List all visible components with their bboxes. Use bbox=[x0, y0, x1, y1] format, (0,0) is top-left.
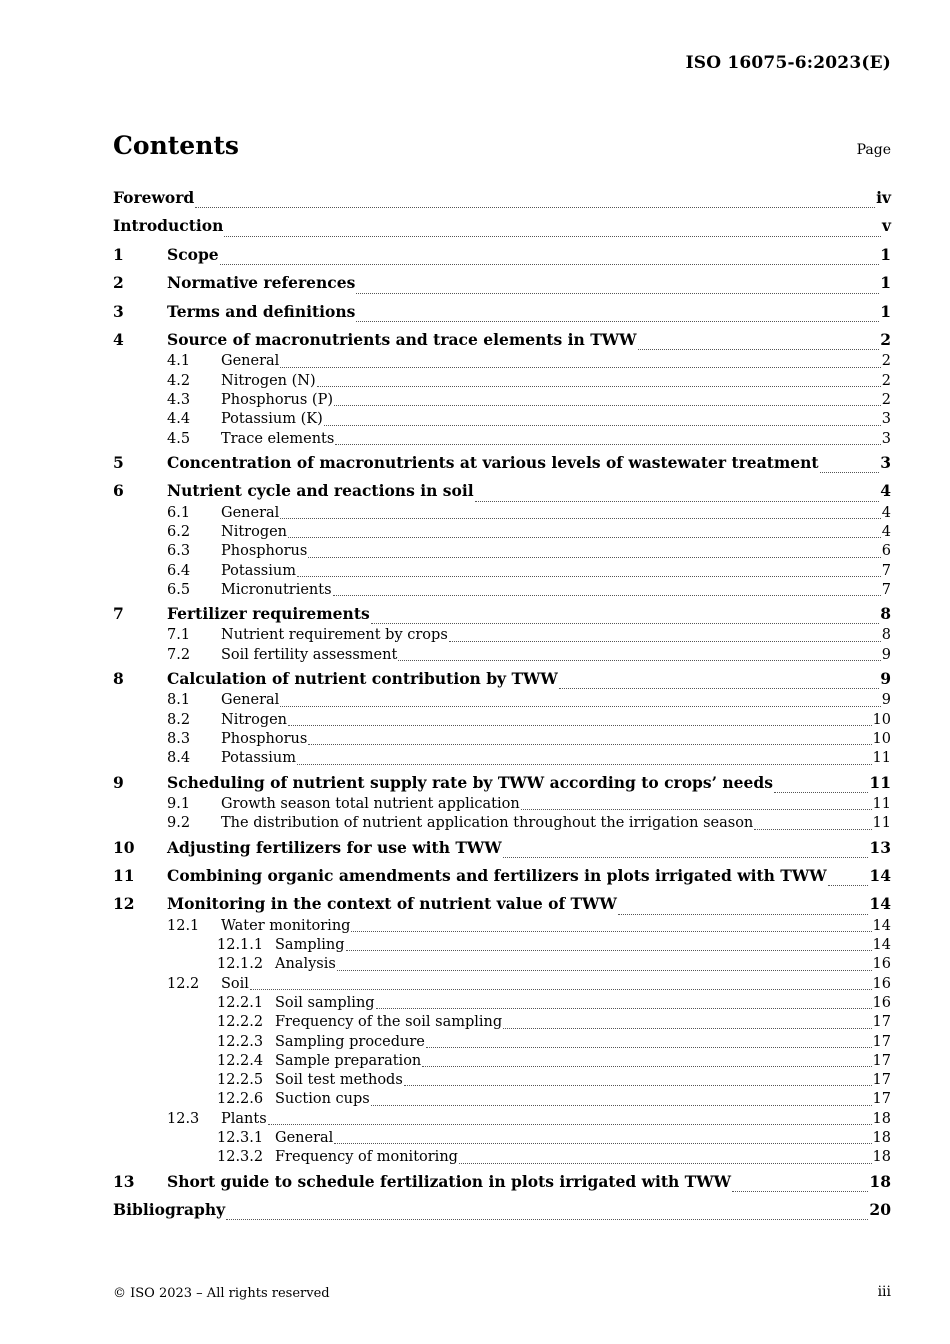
toc-entry-page: 11 bbox=[872, 815, 891, 832]
dot-leader bbox=[226, 1219, 868, 1220]
toc-entry-title: Soil test methods bbox=[275, 1072, 403, 1089]
toc-entry-number: 7 bbox=[113, 604, 124, 624]
toc-entry-title: Sample preparation bbox=[275, 1052, 422, 1069]
toc-entry-page: 18 bbox=[872, 1149, 891, 1166]
toc-entry[interactable] bbox=[113, 184, 891, 212]
toc-entry[interactable] bbox=[113, 212, 891, 240]
dot-leader bbox=[317, 386, 881, 387]
toc-entry-page: 18 bbox=[869, 1171, 891, 1191]
toc-entry-page: 16 bbox=[872, 995, 891, 1011]
toc-entry-title: Soil bbox=[221, 975, 249, 992]
toc-entry-number: 4.2 bbox=[167, 372, 191, 389]
toc-entry-number: 11 bbox=[113, 866, 135, 886]
toc-entry-title: Nitrogen bbox=[221, 523, 288, 540]
toc-entry-page: 11 bbox=[872, 796, 891, 813]
toc-entry-page: 17 bbox=[872, 1072, 891, 1089]
toc-entry[interactable] bbox=[113, 834, 891, 862]
toc-entry[interactable] bbox=[113, 917, 891, 936]
toc-entry-page: 3 bbox=[880, 452, 891, 472]
dot-leader bbox=[376, 1008, 872, 1009]
dot-leader bbox=[334, 405, 881, 406]
page-column-label: Page bbox=[856, 142, 891, 158]
toc-entry-number: 8.4 bbox=[167, 750, 191, 767]
dot-leader bbox=[503, 857, 869, 858]
toc-entry-title: Adjusting fertilizers for use with TWW bbox=[167, 837, 502, 857]
toc-entry-title: Water monitoring bbox=[221, 917, 351, 934]
dot-leader bbox=[618, 914, 869, 915]
toc-entry-page: 9 bbox=[880, 669, 891, 689]
toc-entry-number: 4.3 bbox=[167, 391, 191, 408]
toc-entry[interactable] bbox=[113, 1148, 891, 1167]
toc-entry-page: 16 bbox=[872, 956, 891, 973]
toc-entry[interactable] bbox=[113, 504, 891, 523]
toc-entry[interactable] bbox=[113, 326, 891, 354]
dot-leader bbox=[828, 885, 869, 886]
toc-entry-number: 12.3 bbox=[167, 1110, 200, 1127]
dot-leader bbox=[426, 1047, 872, 1048]
toc-entry-number: 8.2 bbox=[167, 711, 191, 728]
toc-entry[interactable] bbox=[113, 936, 891, 955]
toc-entry-title: Plants bbox=[221, 1110, 267, 1127]
toc-entry-page: 18 bbox=[872, 1130, 891, 1147]
toc-entry-number: 12.2.3 bbox=[217, 1033, 264, 1050]
toc-entry-page: 1 bbox=[880, 301, 891, 321]
dot-leader bbox=[308, 744, 871, 745]
dot-leader bbox=[404, 1085, 872, 1086]
toc-entry-number: 6.1 bbox=[167, 504, 191, 521]
toc-entry-title: Scheduling of nutrient supply rate by TWW according to crops’ needs bbox=[167, 772, 773, 792]
toc-entry-title: Trace elements bbox=[221, 430, 335, 447]
toc-entry-title: Foreword bbox=[113, 188, 195, 207]
toc-entry-number: 13 bbox=[113, 1171, 135, 1191]
dot-leader bbox=[324, 425, 881, 426]
toc-entry[interactable] bbox=[113, 391, 891, 410]
toc-entry-page: 3 bbox=[881, 430, 891, 447]
toc-entry-title: General bbox=[221, 692, 280, 709]
dot-leader bbox=[346, 950, 872, 951]
toc-entry[interactable] bbox=[113, 1110, 891, 1129]
toc-entry[interactable] bbox=[113, 626, 891, 645]
dot-leader bbox=[280, 706, 880, 707]
toc-entry[interactable] bbox=[113, 795, 891, 814]
dot-leader bbox=[371, 1105, 872, 1106]
dot-leader bbox=[422, 1066, 871, 1067]
toc-entry[interactable] bbox=[113, 1013, 891, 1032]
dot-leader bbox=[268, 1124, 872, 1125]
toc-entry-number: 12.2.1 bbox=[217, 995, 264, 1011]
dot-leader bbox=[475, 501, 880, 502]
toc-entry[interactable] bbox=[113, 372, 891, 391]
toc-entry-title: Soil sampling bbox=[275, 995, 375, 1011]
toc-entry-title: Potassium (K) bbox=[221, 411, 323, 428]
dot-leader bbox=[335, 444, 880, 445]
toc-entry-page: 17 bbox=[872, 1033, 891, 1050]
toc-entry-title: Fertilizer requirements bbox=[167, 604, 370, 624]
toc-entry[interactable] bbox=[113, 730, 891, 749]
toc-entry[interactable] bbox=[113, 298, 891, 326]
toc-entry[interactable] bbox=[113, 691, 891, 710]
toc-entry-page: 3 bbox=[881, 411, 891, 428]
copyright-notice: © ISO 2023 – All rights reserved bbox=[113, 1286, 330, 1301]
toc-entry-number: 6 bbox=[113, 481, 124, 501]
toc-entry-number: 12.1.2 bbox=[217, 956, 264, 973]
toc-entry-title: Scope bbox=[167, 244, 219, 264]
toc-entry-page: 7 bbox=[881, 581, 891, 598]
dot-leader bbox=[521, 809, 872, 810]
toc-entry-title: Frequency of the soil sampling bbox=[275, 1014, 503, 1031]
toc-entry-number: 12.2 bbox=[167, 975, 200, 992]
toc-entry-title: The distribution of nutrient application throughout the irrigation season bbox=[221, 815, 754, 832]
toc-entry[interactable] bbox=[113, 449, 891, 477]
toc-entry-title: Sampling bbox=[275, 937, 345, 954]
toc-entry-page: 2 bbox=[881, 372, 891, 389]
toc-entry-number: 12.3.2 bbox=[217, 1149, 264, 1166]
toc-entry[interactable] bbox=[113, 994, 891, 1013]
toc-entry-number: 9 bbox=[113, 772, 124, 792]
dot-leader bbox=[774, 792, 868, 793]
toc-entry-title: Micronutrients bbox=[221, 581, 332, 598]
dot-leader bbox=[754, 829, 871, 830]
toc-entry-number: 5 bbox=[113, 452, 124, 472]
dot-leader bbox=[459, 1163, 872, 1164]
toc-entry[interactable] bbox=[113, 430, 891, 449]
toc-entry[interactable] bbox=[113, 581, 891, 600]
toc-entry-title: Combining organic amendments and fertilizers in plots irrigated with TWW bbox=[167, 866, 827, 886]
toc-entry-page: 17 bbox=[872, 1014, 891, 1031]
table-of-contents bbox=[113, 184, 891, 1224]
toc-entry-title: Potassium bbox=[221, 562, 296, 579]
toc-entry[interactable] bbox=[113, 955, 891, 974]
toc-entry-page: 8 bbox=[880, 604, 891, 624]
dot-leader bbox=[337, 970, 872, 971]
toc-entry-page: 1 bbox=[880, 273, 891, 293]
toc-entry-number: 9.2 bbox=[167, 815, 191, 832]
page-number: iii bbox=[877, 1284, 891, 1300]
dot-leader bbox=[356, 293, 879, 294]
toc-entry-number: 12 bbox=[113, 894, 135, 914]
toc-entry-title: Introduction bbox=[113, 216, 224, 236]
dot-leader bbox=[297, 764, 872, 765]
dot-leader bbox=[638, 349, 880, 350]
toc-entry-page: 7 bbox=[881, 562, 891, 579]
toc-entry-title: Phosphorus bbox=[221, 543, 308, 560]
dot-leader bbox=[333, 595, 881, 596]
toc-entry-page: 4 bbox=[881, 504, 891, 521]
toc-entry-title: Sampling procedure bbox=[275, 1033, 425, 1050]
toc-entry-title: Analysis bbox=[275, 956, 336, 973]
toc-entry-title: Monitoring in the context of nutrient value of TWW bbox=[167, 894, 617, 914]
toc-entry-page: 14 bbox=[869, 894, 891, 914]
toc-entry-number: 3 bbox=[113, 301, 124, 321]
toc-entry[interactable] bbox=[113, 562, 891, 581]
dot-leader bbox=[224, 236, 881, 237]
toc-entry-number: 12.3.1 bbox=[217, 1130, 264, 1147]
toc-entry[interactable] bbox=[113, 749, 891, 768]
toc-entry-title: General bbox=[221, 504, 280, 521]
toc-entry[interactable] bbox=[113, 523, 891, 542]
toc-entry-title: General bbox=[221, 353, 280, 370]
toc-entry-title: Concentration of macronutrients at various levels of wastewater treatment bbox=[167, 452, 819, 472]
toc-entry-title: Phosphorus bbox=[221, 731, 308, 748]
toc-entry-number: 4 bbox=[113, 329, 124, 349]
toc-entry[interactable] bbox=[113, 1033, 891, 1052]
toc-entry[interactable] bbox=[113, 975, 891, 994]
toc-entry-page: 20 bbox=[869, 1200, 891, 1220]
toc-entry[interactable] bbox=[113, 1168, 891, 1196]
dot-leader bbox=[297, 576, 881, 577]
toc-entry-page: 9 bbox=[881, 692, 891, 709]
toc-entry-page: 10 bbox=[872, 731, 891, 748]
toc-entry-page: 8 bbox=[881, 627, 891, 644]
toc-entry-page: 17 bbox=[872, 1052, 891, 1069]
dot-leader bbox=[280, 518, 880, 519]
toc-entry[interactable] bbox=[113, 1071, 891, 1090]
toc-entry-page: 11 bbox=[869, 772, 891, 792]
toc-entry-number: 9.1 bbox=[167, 796, 191, 813]
contents-heading: Contents bbox=[113, 131, 240, 160]
toc-entry-title: Potassium bbox=[221, 750, 296, 767]
toc-entry-number: 8.3 bbox=[167, 731, 191, 748]
toc-entry[interactable] bbox=[113, 711, 891, 730]
toc-entry-number: 12.2.4 bbox=[217, 1052, 264, 1069]
dot-leader bbox=[308, 557, 880, 558]
toc-entry-title: Calculation of nutrient contribution by TWW bbox=[167, 669, 558, 689]
toc-entry-number: 12.1 bbox=[167, 917, 200, 934]
toc-entry-title: General bbox=[275, 1130, 334, 1147]
toc-entry-title: Nutrient cycle and reactions in soil bbox=[167, 481, 474, 501]
toc-entry[interactable] bbox=[113, 1129, 891, 1148]
dot-leader bbox=[356, 321, 879, 322]
toc-entry-number: 8.1 bbox=[167, 692, 191, 709]
dot-leader bbox=[220, 264, 880, 265]
toc-entry-number: 12.2.5 bbox=[217, 1072, 264, 1089]
toc-entry[interactable] bbox=[113, 814, 891, 833]
toc-entry-title: Growth season total nutrient application bbox=[221, 796, 520, 813]
toc-entry-page: 4 bbox=[880, 481, 891, 501]
toc-entry-number: 2 bbox=[113, 273, 124, 293]
dot-leader bbox=[449, 641, 881, 642]
toc-entry-page: 16 bbox=[872, 975, 891, 992]
toc-entry-title: Bibliography bbox=[113, 1200, 226, 1220]
toc-entry-title: Nitrogen (N) bbox=[221, 372, 316, 389]
toc-entry-title: Terms and definitions bbox=[167, 301, 356, 321]
toc-entry-number: 6.4 bbox=[167, 562, 191, 579]
toc-entry[interactable] bbox=[113, 410, 891, 429]
toc-entry[interactable] bbox=[113, 769, 891, 797]
toc-entry-title: Source of macronutrients and trace elements in TWW bbox=[167, 329, 637, 349]
toc-entry-number: 6.2 bbox=[167, 523, 191, 540]
toc-entry-number: 6.5 bbox=[167, 581, 191, 598]
toc-entry-number: 4.5 bbox=[167, 430, 191, 447]
toc-entry-number: 12.2.6 bbox=[217, 1091, 264, 1108]
dot-leader bbox=[732, 1191, 868, 1192]
toc-entry-page: v bbox=[881, 216, 891, 236]
toc-entry-title: Frequency of monitoring bbox=[275, 1149, 458, 1166]
toc-entry-number: 6.3 bbox=[167, 543, 191, 560]
toc-entry-title: Suction cups bbox=[275, 1091, 370, 1108]
toc-entry-page: 2 bbox=[881, 353, 891, 370]
toc-entry-title: Phosphorus (P) bbox=[221, 391, 334, 408]
toc-entry-page: iv bbox=[876, 188, 891, 207]
toc-entry[interactable] bbox=[113, 1052, 891, 1071]
toc-entry-number: 4.4 bbox=[167, 411, 191, 428]
toc-entry[interactable] bbox=[113, 862, 891, 890]
toc-entry-page: 14 bbox=[872, 917, 891, 934]
dot-leader bbox=[398, 660, 880, 661]
toc-entry-title: Nutrient requirement by crops bbox=[221, 627, 448, 644]
toc-entry-number: 10 bbox=[113, 837, 135, 857]
toc-entry-title: Normative references bbox=[167, 273, 356, 293]
toc-entry[interactable] bbox=[113, 542, 891, 561]
toc-entry[interactable] bbox=[113, 665, 891, 693]
toc-entry-number: 1 bbox=[113, 244, 124, 264]
toc-entry[interactable] bbox=[113, 646, 891, 665]
dot-leader bbox=[371, 623, 879, 624]
toc-entry-page: 10 bbox=[872, 711, 891, 728]
toc-entry-number: 4.1 bbox=[167, 353, 191, 370]
toc-entry-page: 18 bbox=[872, 1110, 891, 1127]
dot-leader bbox=[820, 472, 880, 473]
toc-entry-title: Soil fertility assessment bbox=[221, 646, 398, 663]
toc-entry[interactable] bbox=[113, 352, 891, 371]
toc-entry-page: 14 bbox=[872, 937, 891, 954]
toc-entry-page: 4 bbox=[881, 523, 891, 540]
dot-leader bbox=[559, 688, 879, 689]
toc-entry[interactable] bbox=[113, 600, 891, 628]
dot-leader bbox=[288, 725, 872, 726]
toc-entry-page: 17 bbox=[872, 1091, 891, 1108]
toc-entry-page: 9 bbox=[881, 646, 891, 663]
toc-entry-page: 13 bbox=[869, 837, 891, 857]
dot-leader bbox=[503, 1028, 871, 1029]
document-id: ISO 16075-6:2023(E) bbox=[685, 53, 891, 73]
toc-entry-page: 2 bbox=[881, 391, 891, 408]
toc-entry-page: 1 bbox=[880, 244, 891, 264]
toc-entry-number: 7.1 bbox=[167, 627, 191, 644]
toc-entry-number: 12.2.2 bbox=[217, 1014, 264, 1031]
dot-leader bbox=[351, 931, 871, 932]
toc-entry-number: 8 bbox=[113, 669, 124, 689]
toc-entry-title: Nitrogen bbox=[221, 711, 288, 728]
toc-entry-page: 2 bbox=[880, 329, 891, 349]
toc-entry[interactable] bbox=[113, 890, 891, 918]
toc-entry-number: 7.2 bbox=[167, 646, 191, 663]
dot-leader bbox=[195, 207, 875, 208]
dot-leader bbox=[288, 537, 881, 538]
toc-entry-page: 14 bbox=[869, 866, 891, 886]
toc-entry[interactable] bbox=[113, 1196, 891, 1224]
dot-leader bbox=[334, 1143, 871, 1144]
toc-entry[interactable] bbox=[113, 1090, 891, 1109]
toc-entry-number: 12.1.1 bbox=[217, 937, 264, 954]
toc-entry[interactable] bbox=[113, 241, 891, 269]
toc-entry-page: 11 bbox=[872, 750, 891, 767]
toc-entry-page: 6 bbox=[881, 543, 891, 560]
dot-leader bbox=[280, 367, 880, 368]
toc-entry[interactable] bbox=[113, 477, 891, 505]
toc-entry[interactable] bbox=[113, 269, 891, 297]
toc-entry-title: Short guide to schedule fertilization in plots irrigated with TWW bbox=[167, 1171, 732, 1191]
dot-leader bbox=[250, 989, 872, 990]
